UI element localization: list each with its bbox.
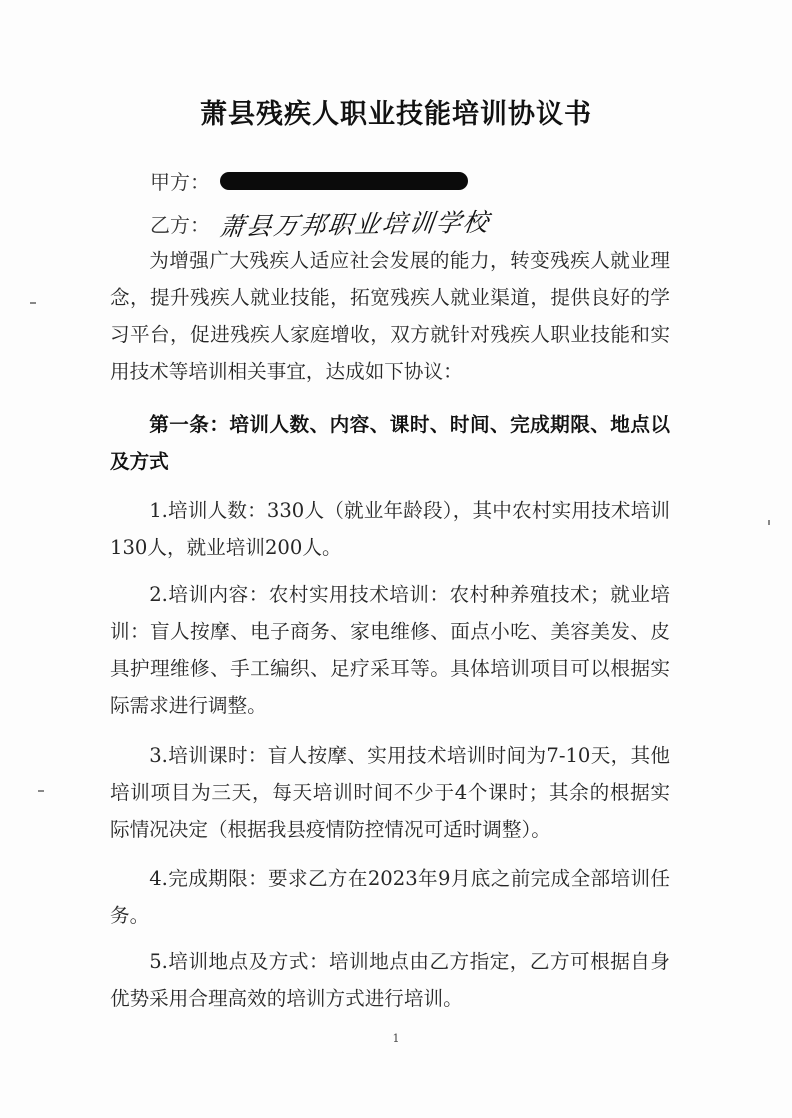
party-b-line: [150, 205, 490, 241]
party-b-label: 乙方：: [150, 212, 210, 237]
party-a-line: [150, 166, 468, 195]
redaction-mark: [220, 172, 468, 190]
clause-2-training-content: 2.培训内容：农村实用技术培训：农村种养殖技术；就业培训：盲人按摩、电子商务、家电维修、面点小吃、美容美发、皮具护理维修、手工编织、足疗采耳等。具体培训项目可以根据实际需求进行调整。: [110, 583, 670, 717]
clause-1-training-count: 1.培训人数：330人（就业年龄段），其中农村实用技术培训130人，就业培训200人。: [110, 499, 670, 559]
clause-5-location-method: 5.培训地点及方式：培训地点由乙方指定，乙方可根据自身优势采用合理高效的培训方式进行培训。: [110, 950, 670, 1010]
scan-speck: [30, 302, 36, 304]
article-one-heading: 第一条：培训人数、内容、课时、时间、完成期限、地点以及方式: [110, 413, 670, 473]
clause-4-deadline: 4.完成期限：要求乙方在2023年9月底之前完成全部培训任务。: [110, 867, 670, 927]
scan-speck: [38, 790, 44, 792]
page-number: 1: [392, 1032, 400, 1045]
party-a-label: 甲方：: [150, 170, 210, 194]
scan-speck: [768, 520, 770, 525]
party-b-handwritten-name: 萧县万邦职业培训学校: [217, 207, 492, 242]
clause-3-training-hours: 3.培训课时：盲人按摩、实用技术培训时间为7-10天，其他培训项目为三天，每天培训时间不少于4个课时；其余的根据实际情况决定（根据我县疫情防控情况可适时调整）。: [110, 744, 670, 841]
intro-paragraph: 为增强广大残疾人适应社会发展的能力，转变残疾人就业理念，提升残疾人就业技能，拓宽残疾人就业渠道，提供良好的学习平台，促进残疾人家庭增收，双方就针对残疾人职业技能和实用技术等培训相关事宜，达成如下协议：: [110, 249, 670, 383]
document-title: 萧县残疾人职业技能培训协议书: [200, 99, 592, 130]
